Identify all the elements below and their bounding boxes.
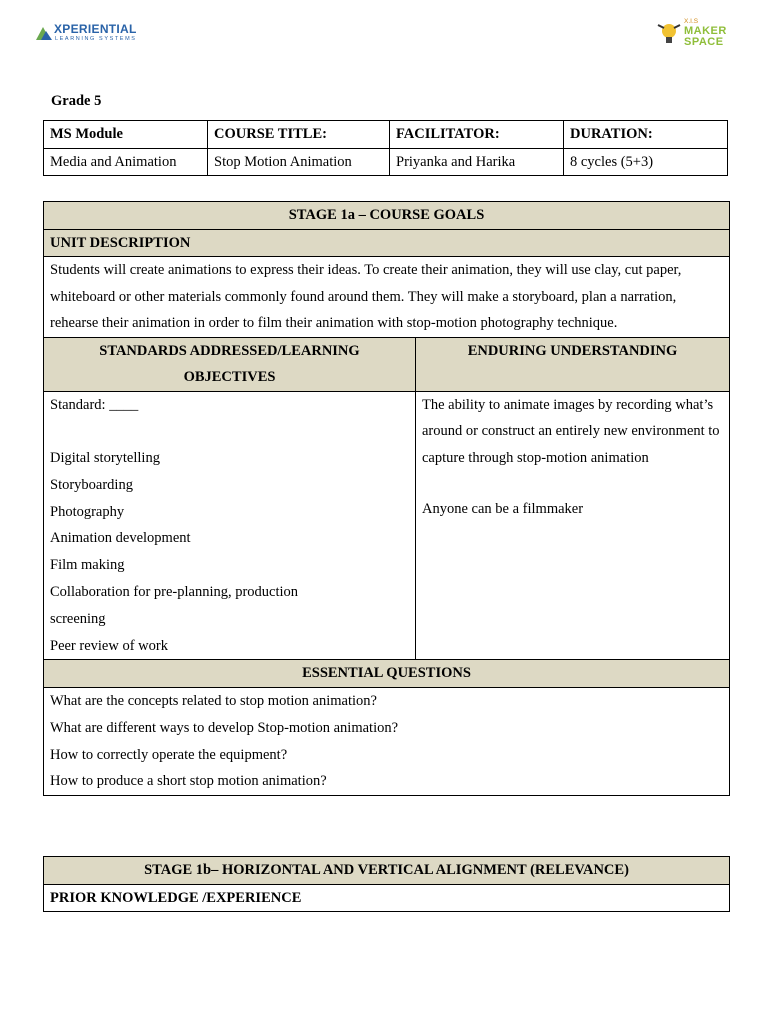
logo-right-space: SPACE <box>684 36 724 48</box>
logo-left-subtitle: LEARNING SYSTEMS <box>55 36 137 42</box>
standards-header <box>44 337 416 391</box>
stage-1a-table <box>43 201 730 796</box>
question-item: What are different ways to develop Stop-motion animation? <box>50 719 399 736</box>
header-ms-module: MS Module <box>44 121 208 149</box>
stage-1a-title: STAGE 1a – COURSE GOALS <box>44 202 730 230</box>
standards-header-line1: STANDARDS ADDRESSED/LEARNING <box>99 342 360 359</box>
maker-space-logo <box>656 18 742 52</box>
enduring-header: ENDURING UNDERSTANDING <box>416 337 730 391</box>
xperiential-logo <box>36 20 146 46</box>
info-header-row <box>44 121 728 149</box>
bulb-icon <box>656 21 682 47</box>
enduring-text: The ability to animate images by recording what’s around or construct an entirely new environment to capture through stop-motion animation <box>422 396 720 467</box>
grade-label: Grade 5 <box>51 93 102 109</box>
objective-item: screening <box>50 610 106 627</box>
mountain-icon <box>36 26 52 40</box>
prior-knowledge-label: PRIOR KNOWLEDGE /EXPERIENCE <box>44 884 730 912</box>
stage-1b-title: STAGE 1b– HORIZONTAL AND VERTICAL ALIGNMENT (RELEVANCE) <box>44 857 730 885</box>
enduring-cell <box>416 391 730 660</box>
essential-questions-header: ESSENTIAL QUESTIONS <box>44 660 730 688</box>
unit-description-label: UNIT DESCRIPTION <box>44 229 730 257</box>
course-info-table <box>43 120 728 176</box>
objective-item: Peer review of work <box>50 637 168 654</box>
essential-questions-cell <box>44 687 730 795</box>
value-duration: 8 cycles (5+3) <box>564 148 728 176</box>
info-value-row <box>44 148 728 176</box>
standards-cell <box>44 391 416 660</box>
value-ms-module: Media and Animation <box>44 148 208 176</box>
question-item: How to correctly operate the equipment? <box>50 746 288 763</box>
objective-item: Storyboarding <box>50 476 133 493</box>
value-facilitator: Priyanka and Harika <box>390 148 564 176</box>
question-item: How to produce a short stop motion animation? <box>50 773 327 790</box>
unit-description-text: Students will create animations to express their ideas. To create their animation, they will use clay, cut paper, whiteboard or other materials commonly found around them. They will make a storyboard, plan a narration, rehearse their animation in order to film their animation with stop-motion photography technique. <box>44 257 730 338</box>
logo-right-maker: MAKER <box>684 25 727 37</box>
standard-label: Standard: ____ <box>50 396 139 413</box>
objective-item: Animation development <box>50 530 191 547</box>
header-duration: DURATION: <box>564 121 728 149</box>
objective-item: Film making <box>50 557 125 574</box>
logo-left-title: XPERIENTIAL <box>54 22 137 36</box>
value-course-title: Stop Motion Animation <box>208 148 390 176</box>
objective-item: Photography <box>50 503 125 520</box>
header-course-title: COURSE TITLE: <box>208 121 390 149</box>
stage-1b-table <box>43 856 730 912</box>
objective-item: Collaboration for pre-planning, production <box>50 584 299 601</box>
question-item: What are the concepts related to stop motion animation? <box>50 692 377 709</box>
enduring-text-2: Anyone can be a filmmaker <box>422 500 584 517</box>
logo-right-school: X.I.S <box>684 18 699 25</box>
header-facilitator: FACILITATOR: <box>390 121 564 149</box>
standards-header-line2: OBJECTIVES <box>183 369 276 385</box>
objective-item: Digital storytelling <box>50 450 160 467</box>
